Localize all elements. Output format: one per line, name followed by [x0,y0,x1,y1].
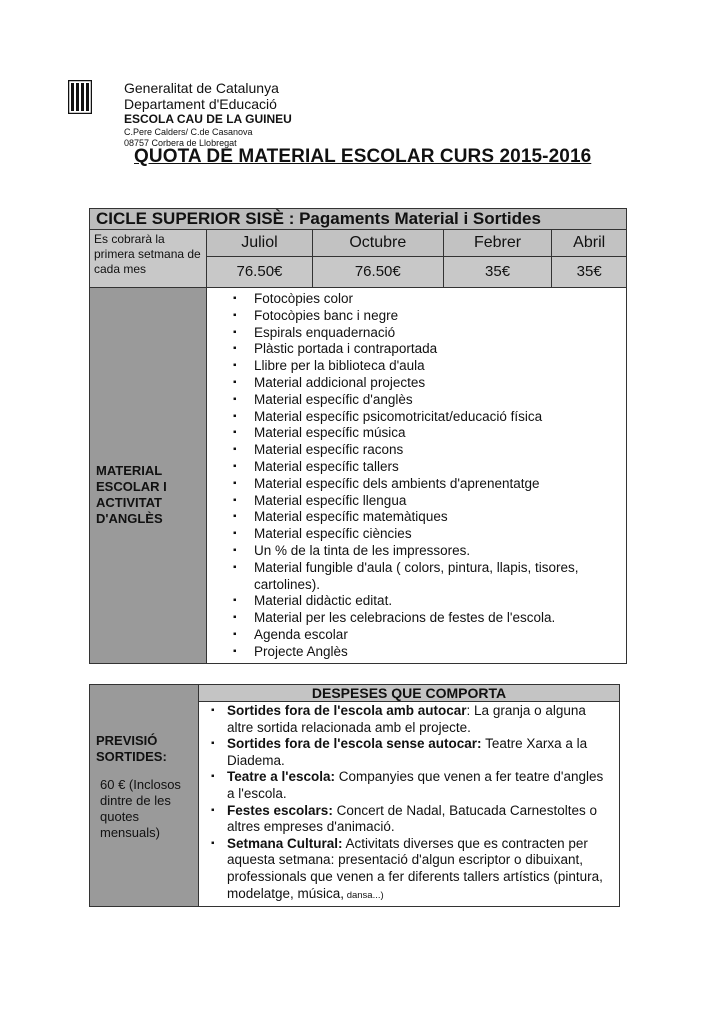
header-address-street: C.Pere Calders/ C.de Casanova [124,127,253,137]
material-item: ▪ Material fungible d'aula ( colors, pintura, llapis, tisores, cartolines). [207,560,626,594]
material-item: ▪ Fotocòpies banc i negre [207,308,626,325]
header-school-name: ESCOLA CAU DE LA GUINEU [124,112,292,126]
expense-item-text: Companyies que venen a fer teatre d'angles a l'escola. [227,769,604,801]
material-item: ▪ Material específic dels ambients d'aprenentatge [207,476,626,493]
header-generalitat: Generalitat de Catalunya [124,80,279,96]
material-item: ▪ Material didàctic editat. [207,593,626,610]
expense-item-text: Activitats diverses que es contracten per aquesta setmana: presentació d'algun escriptor o dibuixant, professionals que venen a fer diferents tallers artístics (pintura, modelatge, música, [227,835,603,901]
expense-item [199,836,619,904]
expense-item-title: Sortides fora de l'escola sense autocar: [227,736,482,752]
expense-item [199,803,619,836]
document-title: QUOTA DE MATERIAL ESCOLAR CURS 2015-2016 [134,146,592,167]
material-item: ▪ Projecte Anglès [207,644,626,661]
payments-table [89,208,627,664]
expense-item [199,736,619,769]
material-item: ▪ Llibre per la biblioteca d'aula [207,358,626,375]
expense-item-text: : La granja o alguna altre sortida relacionada amb el projecte. [227,703,586,735]
expenses-heading: DESPESES QUE COMPORTA [199,685,620,702]
expense-item-title: Teatre a l'escola: [227,769,336,785]
material-label-cell [90,288,207,664]
material-item: ▪ Material específic d'anglès [207,392,626,409]
material-item: ▪ Material específic racons [207,442,626,459]
amount-cell: 76.50€ [312,257,443,288]
month-cell: Abril [552,230,627,257]
payment-note: Es cobrarà la primera setmana de cada mes [90,230,207,288]
expense-item-text: Teatre Xarxa a la Diadema. [227,736,588,768]
expense-item-small-text: dansa...) [344,889,384,901]
material-item: ▪ Material específic matemàtiques [207,509,626,526]
letterhead [124,80,292,149]
header-address-city: 08757 Corbera de Llobregat [124,138,237,148]
material-item: ▪ Material específic ciències [207,526,626,543]
amount-cell: 35€ [443,257,552,288]
outings-table [89,684,620,907]
material-list-cell [207,288,627,664]
material-item: ▪ Material específic psicomotricitat/educació física [207,409,626,426]
month-cell: Juliol [207,230,313,257]
expense-item [199,769,619,802]
material-list [207,288,626,663]
expenses-list-cell [199,702,620,907]
material-item: ▪ Agenda escolar [207,627,626,644]
expense-item-text: Concert de Nadal, Batucada Carnestoltes o altres empreses d'animació. [227,802,597,835]
outings-amount-note: 60 € (Inclosos dintre de les quotes mensuals) [100,777,181,840]
month-cell: Febrer [443,230,552,257]
outings-label-cell [90,685,199,907]
material-item: ▪ Un % de la tinta de les impressores. [207,543,626,560]
header-department: Departament d'Educació [124,96,277,112]
outings-label: PREVISIÓ SORTIDES: [96,733,167,764]
material-item: ▪ Plàstic portada i contraportada [207,341,626,358]
expense-item-title: Sortides fora de l'escola amb autocar [227,703,467,718]
material-item: ▪ Material específic música [207,425,626,442]
amount-cell: 35€ [552,257,627,288]
generalitat-logo-icon [68,80,92,114]
material-item: ▪ Espirals enquadernació [207,325,626,342]
material-item: ▪ Material addicional projectes [207,375,626,392]
material-item: ▪ Material específic llengua [207,493,626,510]
month-cell: Octubre [312,230,443,257]
expense-item-title: Festes escolars: [227,802,333,818]
amount-cell: 76.50€ [207,257,313,288]
material-item: ▪ Fotocòpies color [207,291,626,308]
payments-caption: CICLE SUPERIOR SISÈ : Pagaments Material i Sortides [90,209,627,230]
material-label: MATERIAL ESCOLAR I ACTIVITAT D'ANGLÈS [96,463,167,527]
expenses-list [199,702,619,906]
expense-item [199,703,619,736]
expense-item-title: Setmana Cultural: [227,835,343,851]
material-item: ▪ Material específic tallers [207,459,626,476]
material-item: ▪ Material per les celebracions de festes de l'escola. [207,610,626,627]
